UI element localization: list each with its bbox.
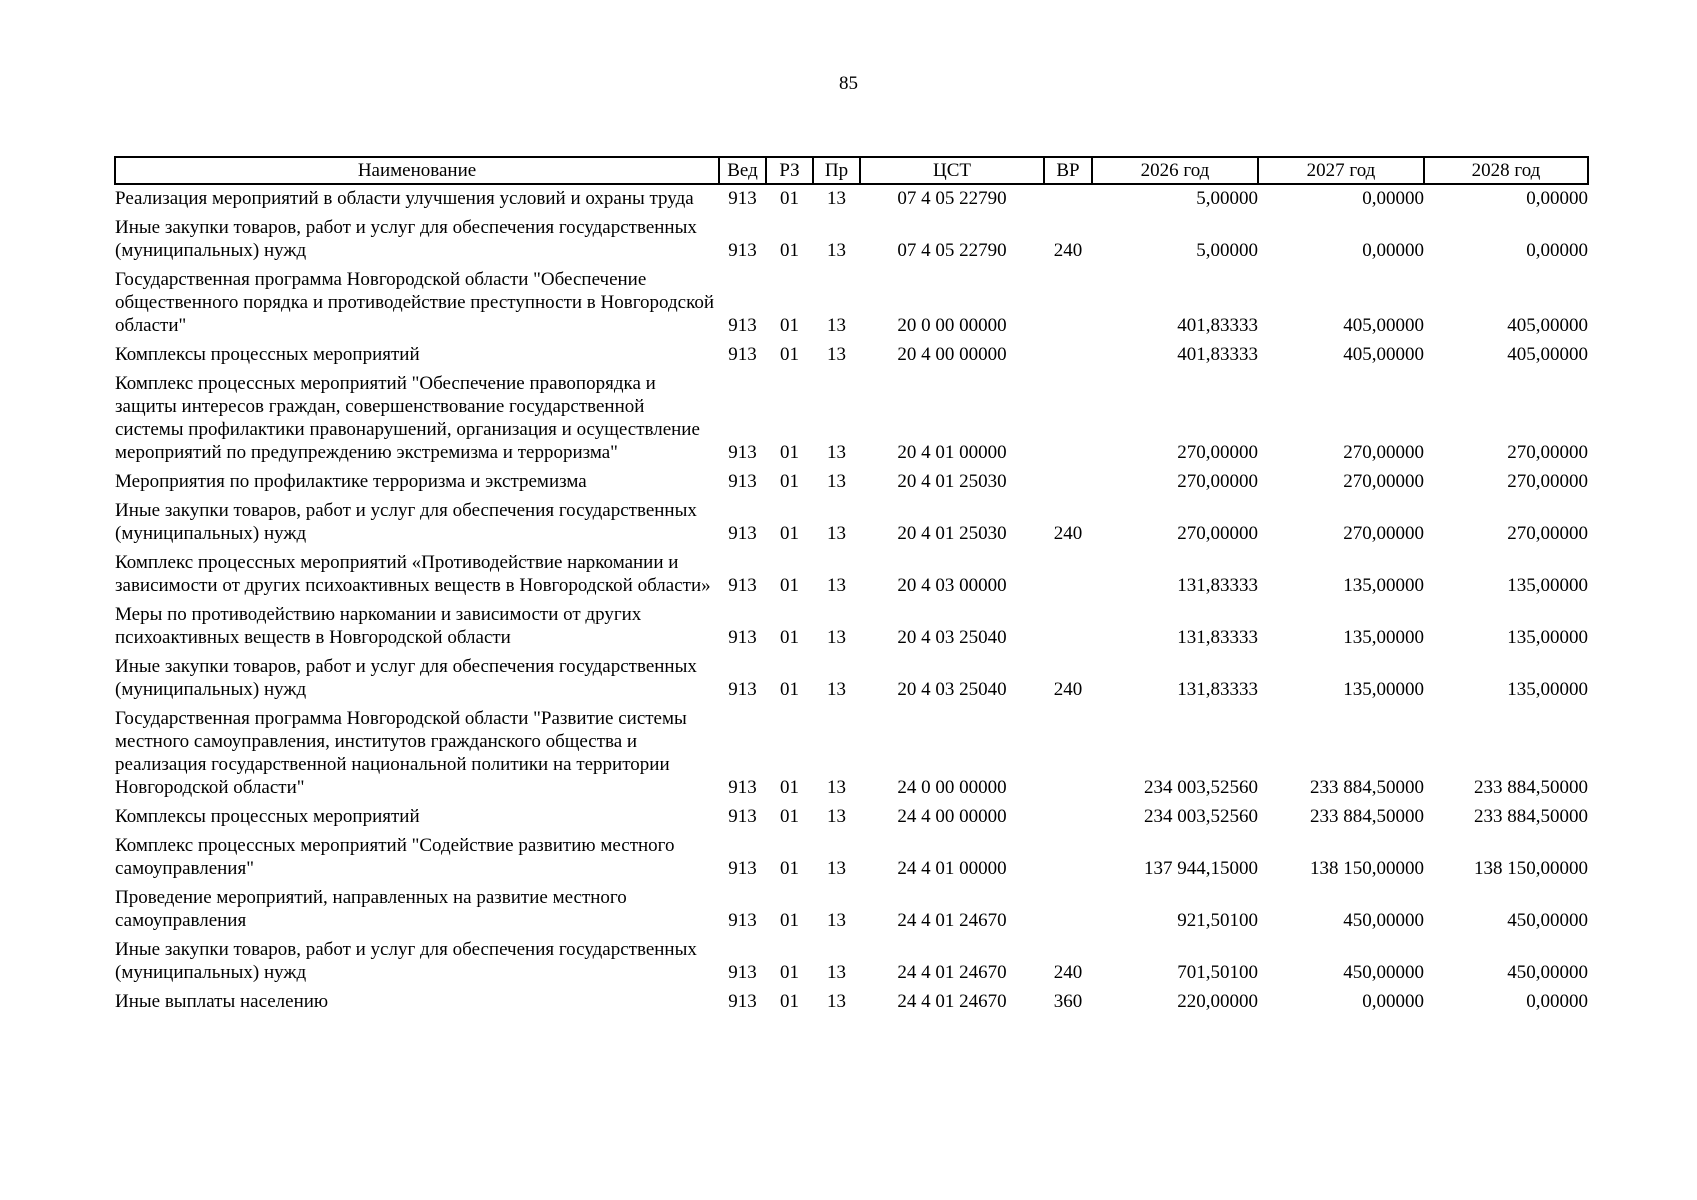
table-row bbox=[115, 470, 1588, 499]
row-vr bbox=[1044, 470, 1092, 499]
row-vr bbox=[1044, 834, 1092, 886]
row-2026: 701,50100 bbox=[1177, 962, 1258, 983]
header-vr: ВР bbox=[1044, 157, 1092, 184]
row-name: Мероприятия по профилактике терроризма и экстремизма bbox=[115, 471, 587, 492]
row-2026: 137 944,15000 bbox=[1144, 858, 1258, 879]
row-vr: 360 bbox=[1053, 991, 1083, 1012]
row-2026: 401,83333 bbox=[1177, 344, 1258, 365]
row-cst: 07 4 05 22790 bbox=[897, 240, 1007, 261]
row-ved: 913 bbox=[728, 315, 757, 336]
row-name: Меры по противодействию наркомании и зависимости от других психоактивных веществ в Новгородской области bbox=[115, 604, 642, 648]
row-ved: 913 bbox=[728, 471, 757, 492]
header-2028: 2028 год bbox=[1424, 157, 1588, 184]
row-2027: 233 884,50000 bbox=[1310, 806, 1424, 827]
row-cst: 20 0 00 00000 bbox=[897, 315, 1007, 336]
row-rz: 01 bbox=[780, 471, 799, 492]
row-cst: 20 4 03 25040 bbox=[897, 627, 1007, 648]
row-pr: 13 bbox=[827, 471, 846, 492]
row-2028: 270,00000 bbox=[1507, 471, 1588, 492]
row-cst: 20 4 03 00000 bbox=[897, 575, 1007, 596]
row-2027: 450,00000 bbox=[1343, 962, 1424, 983]
row-2026: 270,00000 bbox=[1177, 471, 1258, 492]
row-rz: 01 bbox=[780, 991, 799, 1012]
table-row bbox=[115, 184, 1588, 216]
row-rz: 01 bbox=[780, 627, 799, 648]
row-name: Комплекс процессных мероприятий "Обеспечение правопорядка и защиты интересов граждан, совершенствование государственной системы профилактики правонарушений, организация и осуществление мероприятий по предупреждению экстремизма и терроризма" bbox=[115, 373, 700, 463]
row-2028: 135,00000 bbox=[1507, 575, 1588, 596]
row-ved: 913 bbox=[728, 442, 757, 463]
row-pr: 13 bbox=[827, 806, 846, 827]
row-2026: 131,83333 bbox=[1177, 627, 1258, 648]
row-ved: 913 bbox=[728, 962, 757, 983]
row-2028: 0,00000 bbox=[1526, 240, 1588, 261]
table-row bbox=[115, 805, 1588, 834]
row-rz: 01 bbox=[780, 679, 799, 700]
row-rz: 01 bbox=[780, 442, 799, 463]
header-name: Наименование bbox=[115, 157, 719, 184]
row-cst: 07 4 05 22790 bbox=[897, 188, 1007, 209]
row-name: Иные выплаты населению bbox=[115, 991, 329, 1012]
row-rz: 01 bbox=[780, 575, 799, 596]
row-2028: 270,00000 bbox=[1507, 442, 1588, 463]
row-name: Государственная программа Новгородской области "Развитие системы местного самоуправления, институтов гражданского общества и реализация государственной национальной политики на территории Новгородской области" bbox=[115, 708, 687, 798]
row-name: Иные закупки товаров, работ и услуг для обеспечения государственных (муниципальных) нужд bbox=[115, 939, 697, 983]
row-name: Иные закупки товаров, работ и услуг для обеспечения государственных (муниципальных) нужд bbox=[115, 656, 697, 700]
row-ved: 913 bbox=[728, 991, 757, 1012]
row-cst: 20 4 03 25040 bbox=[897, 679, 1007, 700]
table-row bbox=[115, 216, 1588, 268]
row-2028: 450,00000 bbox=[1507, 910, 1588, 931]
row-2028: 450,00000 bbox=[1507, 962, 1588, 983]
row-rz: 01 bbox=[780, 777, 799, 798]
row-vr bbox=[1044, 551, 1092, 603]
table-row bbox=[115, 372, 1588, 470]
row-vr bbox=[1044, 707, 1092, 805]
row-rz: 01 bbox=[780, 910, 799, 931]
row-2026: 131,83333 bbox=[1177, 575, 1258, 596]
row-pr: 13 bbox=[827, 188, 846, 209]
row-pr: 13 bbox=[827, 523, 846, 544]
row-ved: 913 bbox=[728, 575, 757, 596]
row-cst: 20 4 01 25030 bbox=[897, 471, 1007, 492]
table-row bbox=[115, 268, 1588, 343]
header-ved: Вед bbox=[719, 157, 766, 184]
row-2026: 401,83333 bbox=[1177, 315, 1258, 336]
row-2028: 0,00000 bbox=[1526, 991, 1588, 1012]
row-vr bbox=[1044, 343, 1092, 372]
row-cst: 20 4 01 25030 bbox=[897, 523, 1007, 544]
table-row bbox=[115, 603, 1588, 655]
row-2027: 135,00000 bbox=[1343, 575, 1424, 596]
row-2028: 270,00000 bbox=[1507, 523, 1588, 544]
row-2026: 270,00000 bbox=[1177, 523, 1258, 544]
row-name: Комплексы процессных мероприятий bbox=[115, 344, 420, 365]
row-2026: 921,50100 bbox=[1177, 910, 1258, 931]
row-2028: 0,00000 bbox=[1526, 188, 1588, 209]
row-name: Комплексы процессных мероприятий bbox=[115, 806, 420, 827]
row-cst: 24 4 01 24670 bbox=[897, 910, 1007, 931]
table-row bbox=[115, 343, 1588, 372]
row-vr bbox=[1044, 886, 1092, 938]
row-name: Проведение мероприятий, направленных на развитие местного самоуправления bbox=[115, 887, 627, 931]
row-2026: 220,00000 bbox=[1177, 991, 1258, 1012]
row-cst: 20 4 00 00000 bbox=[897, 344, 1007, 365]
header-row bbox=[115, 157, 1588, 184]
row-name: Реализация мероприятий в области улучшения условий и охраны труда bbox=[115, 188, 694, 209]
row-2028: 405,00000 bbox=[1507, 315, 1588, 336]
row-vr bbox=[1044, 805, 1092, 834]
header-cst: ЦСТ bbox=[860, 157, 1044, 184]
row-ved: 913 bbox=[728, 627, 757, 648]
budget-table bbox=[114, 156, 1589, 1019]
row-vr bbox=[1044, 603, 1092, 655]
row-ved: 913 bbox=[728, 240, 757, 261]
row-rz: 01 bbox=[780, 315, 799, 336]
row-vr bbox=[1044, 372, 1092, 470]
row-2027: 135,00000 bbox=[1343, 627, 1424, 648]
row-2027: 233 884,50000 bbox=[1310, 777, 1424, 798]
table-row bbox=[115, 990, 1588, 1019]
row-rz: 01 bbox=[780, 806, 799, 827]
table-row bbox=[115, 834, 1588, 886]
row-ved: 913 bbox=[728, 806, 757, 827]
row-pr: 13 bbox=[827, 315, 846, 336]
row-pr: 13 bbox=[827, 991, 846, 1012]
row-name: Государственная программа Новгородской области "Обеспечение общественного порядка и противодействие преступности в Новгородской области" bbox=[115, 269, 715, 336]
row-2027: 270,00000 bbox=[1343, 442, 1424, 463]
table-row bbox=[115, 938, 1588, 990]
table-row bbox=[115, 707, 1588, 805]
table-row bbox=[115, 499, 1588, 551]
row-vr: 240 bbox=[1053, 240, 1083, 261]
row-cst: 24 4 01 00000 bbox=[897, 858, 1007, 879]
row-vr: 240 bbox=[1053, 962, 1083, 983]
row-ved: 913 bbox=[728, 858, 757, 879]
row-2027: 0,00000 bbox=[1362, 991, 1424, 1012]
row-2027: 0,00000 bbox=[1362, 188, 1424, 209]
row-pr: 13 bbox=[827, 627, 846, 648]
row-2027: 450,00000 bbox=[1343, 910, 1424, 931]
row-cst: 24 4 00 00000 bbox=[897, 806, 1007, 827]
row-2027: 405,00000 bbox=[1343, 344, 1424, 365]
row-2026: 270,00000 bbox=[1177, 442, 1258, 463]
row-pr: 13 bbox=[827, 962, 846, 983]
row-2027: 270,00000 bbox=[1343, 471, 1424, 492]
header-2026: 2026 год bbox=[1092, 157, 1258, 184]
row-pr: 13 bbox=[827, 344, 846, 365]
row-2027: 138 150,00000 bbox=[1310, 858, 1424, 879]
row-ved: 913 bbox=[728, 344, 757, 365]
row-rz: 01 bbox=[780, 240, 799, 261]
row-pr: 13 bbox=[827, 858, 846, 879]
row-2028: 405,00000 bbox=[1507, 344, 1588, 365]
row-vr bbox=[1044, 184, 1092, 216]
row-ved: 913 bbox=[728, 910, 757, 931]
row-name: Иные закупки товаров, работ и услуг для обеспечения государственных (муниципальных) нужд bbox=[115, 217, 697, 261]
table-row bbox=[115, 886, 1588, 938]
row-rz: 01 bbox=[780, 523, 799, 544]
row-2026: 5,00000 bbox=[1196, 240, 1258, 261]
row-2027: 135,00000 bbox=[1343, 679, 1424, 700]
header-pr: Пр bbox=[813, 157, 860, 184]
row-rz: 01 bbox=[780, 188, 799, 209]
row-pr: 13 bbox=[827, 442, 846, 463]
row-name: Иные закупки товаров, работ и услуг для обеспечения государственных (муниципальных) нужд bbox=[115, 500, 697, 544]
row-ved: 913 bbox=[728, 523, 757, 544]
header-rz: РЗ bbox=[766, 157, 813, 184]
row-vr: 240 bbox=[1053, 523, 1083, 544]
header-2027: 2027 год bbox=[1258, 157, 1424, 184]
row-2028: 233 884,50000 bbox=[1474, 806, 1588, 827]
row-ved: 913 bbox=[728, 679, 757, 700]
row-cst: 24 4 01 24670 bbox=[897, 962, 1007, 983]
row-cst: 20 4 01 00000 bbox=[897, 442, 1007, 463]
row-2027: 0,00000 bbox=[1362, 240, 1424, 261]
row-pr: 13 bbox=[827, 679, 846, 700]
row-name: Комплекс процессных мероприятий «Противодействие наркомании и зависимости от других психоактивных веществ в Новгородской области» bbox=[115, 552, 711, 596]
row-vr: 240 bbox=[1053, 679, 1083, 700]
row-rz: 01 bbox=[780, 858, 799, 879]
row-ved: 913 bbox=[728, 188, 757, 209]
row-rz: 01 bbox=[780, 344, 799, 365]
row-cst: 24 4 01 24670 bbox=[897, 991, 1007, 1012]
row-2026: 5,00000 bbox=[1196, 188, 1258, 209]
row-rz: 01 bbox=[780, 962, 799, 983]
row-ved: 913 bbox=[728, 777, 757, 798]
row-2027: 270,00000 bbox=[1343, 523, 1424, 544]
row-2028: 135,00000 bbox=[1507, 679, 1588, 700]
table-row bbox=[115, 655, 1588, 707]
row-pr: 13 bbox=[827, 910, 846, 931]
row-pr: 13 bbox=[827, 777, 846, 798]
row-pr: 13 bbox=[827, 240, 846, 261]
row-2028: 135,00000 bbox=[1507, 627, 1588, 648]
row-2026: 131,83333 bbox=[1177, 679, 1258, 700]
page-number: 85 bbox=[839, 73, 858, 94]
row-2026: 234 003,52560 bbox=[1144, 806, 1258, 827]
row-2026: 234 003,52560 bbox=[1144, 777, 1258, 798]
row-pr: 13 bbox=[827, 575, 846, 596]
row-2027: 405,00000 bbox=[1343, 315, 1424, 336]
row-2028: 233 884,50000 bbox=[1474, 777, 1588, 798]
table-row bbox=[115, 551, 1588, 603]
row-name: Комплекс процессных мероприятий "Содействие развитию местного самоуправления" bbox=[115, 835, 675, 879]
row-cst: 24 0 00 00000 bbox=[897, 777, 1007, 798]
row-2028: 138 150,00000 bbox=[1474, 858, 1588, 879]
row-vr bbox=[1044, 268, 1092, 343]
